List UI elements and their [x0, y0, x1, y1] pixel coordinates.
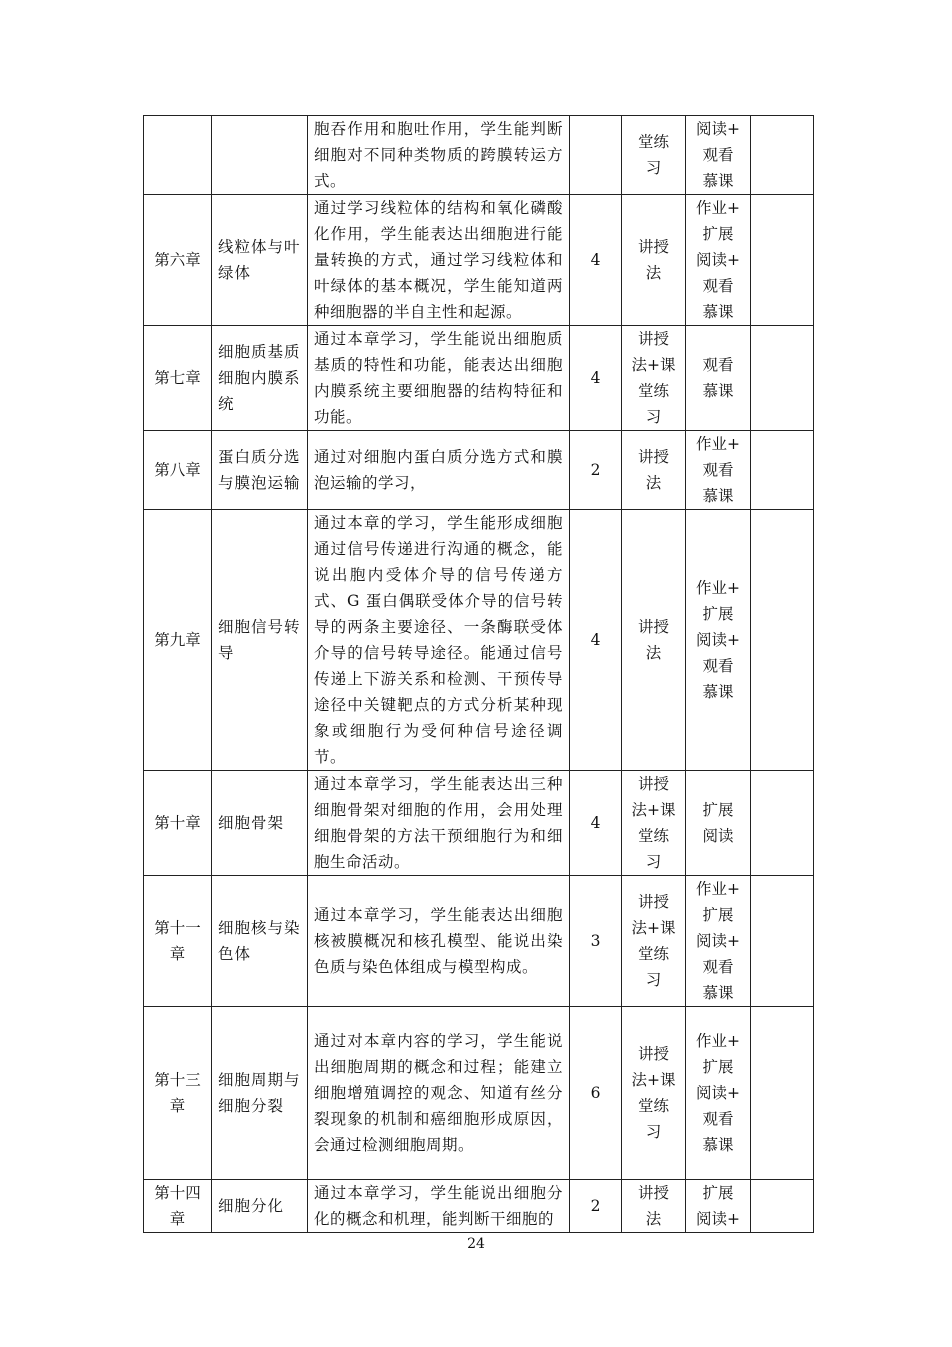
- objective-cell: 通过对本章内容的学习，学生能说出细胞周期的概念和过程；能建立细胞增殖调控的观念、知道有丝分裂现象的机制和癌细胞形成原因，会通过检测细胞周期。: [308, 1007, 570, 1180]
- chapter-cell: 第六章: [144, 195, 212, 326]
- chapter-cell: 第七章: [144, 326, 212, 431]
- assignment-cell: 扩展 阅读+: [686, 1180, 751, 1233]
- chapter-cell: 第八章: [144, 431, 212, 510]
- page-number: 24: [467, 1236, 485, 1252]
- objective-cell: 通过本章的学习，学生能形成细胞通过信号传递进行沟通的概念，能说出胞内受体介导的信号传递方式、G 蛋白偶联受体介导的信号转导的两条主要途径、一条酶联受体介导的信号转导途径。能通过信号传递上下游关系和检测、干预传导途径中关键靶点的方式分析某种现象或细胞行为受何种信号途径调节。: [308, 510, 570, 771]
- method-cell: 讲授 法+课 堂练 习: [622, 771, 686, 876]
- curriculum-table: [143, 115, 814, 1233]
- objective-cell: 通过本章学习，学生能说出细胞分化的概念和机理，能判断干细胞的: [308, 1180, 570, 1233]
- assignment-cell: 作业+ 扩展 阅读+ 观看 慕课: [686, 1007, 751, 1180]
- objective-cell: 通过本章学习，学生能表达出细胞核被膜概况和核孔模型、能说出染色质与染色体组成与模型构成。: [308, 876, 570, 1007]
- method-cell: 讲授 法+课 堂练 习: [622, 326, 686, 431]
- chapter-cell: 第十一章: [144, 876, 212, 1007]
- table-row: [144, 431, 814, 510]
- table-row: [144, 1180, 814, 1233]
- hours-cell: 6: [570, 1007, 622, 1180]
- method-cell: 讲授 法: [622, 431, 686, 510]
- objective-cell: 通过本章学习，学生能表达出三种细胞骨架对细胞的作用，会用处理细胞骨架的方法干预细胞行为和细胞生命活动。: [308, 771, 570, 876]
- hours-cell: 4: [570, 771, 622, 876]
- table-row: [144, 116, 814, 195]
- chapter-cell: 第九章: [144, 510, 212, 771]
- method-cell: 讲授 法: [622, 195, 686, 326]
- assignment-cell: 扩展 阅读: [686, 771, 751, 876]
- remarks-cell: [751, 876, 814, 1007]
- title-cell: 细胞骨架: [212, 771, 308, 876]
- title-cell: 细胞核与染色体: [212, 876, 308, 1007]
- hours-cell: 2: [570, 1180, 622, 1233]
- hours-cell: [570, 116, 622, 195]
- chapter-cell: [144, 116, 212, 195]
- table-row: [144, 326, 814, 431]
- hours-cell: 2: [570, 431, 622, 510]
- remarks-cell: [751, 195, 814, 326]
- method-cell: 堂练 习: [622, 116, 686, 195]
- title-cell: 线粒体与叶绿体: [212, 195, 308, 326]
- remarks-cell: [751, 1007, 814, 1180]
- hours-cell: 4: [570, 195, 622, 326]
- assignment-cell: 作业+ 扩展 阅读+ 观看 慕课: [686, 876, 751, 1007]
- remarks-cell: [751, 116, 814, 195]
- hours-cell: 4: [570, 510, 622, 771]
- title-cell: [212, 116, 308, 195]
- table-row: [144, 510, 814, 771]
- assignment-cell: 观看 慕课: [686, 326, 751, 431]
- assignment-cell: 阅读+ 观看 慕课: [686, 116, 751, 195]
- objective-cell: 胞吞作用和胞吐作用，学生能判断细胞对不同种类物质的跨膜转运方式。: [308, 116, 570, 195]
- chapter-cell: 第十四章: [144, 1180, 212, 1233]
- assignment-cell: 作业+ 扩展 阅读+ 观看 慕课: [686, 510, 751, 771]
- remarks-cell: [751, 431, 814, 510]
- title-cell: 细胞信号转导: [212, 510, 308, 771]
- remarks-cell: [751, 1180, 814, 1233]
- method-cell: 讲授 法+课 堂练 习: [622, 1007, 686, 1180]
- table-row: [144, 195, 814, 326]
- remarks-cell: [751, 771, 814, 876]
- objective-cell: 通过本章学习，学生能说出细胞质基质的特性和功能，能表达出细胞内膜系统主要细胞器的结构特征和功能。: [308, 326, 570, 431]
- assignment-cell: 作业+ 观看 慕课: [686, 431, 751, 510]
- table-row: [144, 876, 814, 1007]
- remarks-cell: [751, 510, 814, 771]
- title-cell: 细胞周期与细胞分裂: [212, 1007, 308, 1180]
- objective-cell: 通过对细胞内蛋白质分选方式和膜泡运输的学习，: [308, 431, 570, 510]
- assignment-cell: 作业+ 扩展 阅读+ 观看 慕课: [686, 195, 751, 326]
- title-cell: 细胞分化: [212, 1180, 308, 1233]
- objective-cell: 通过学习线粒体的结构和氧化磷酸化作用，学生能表达出细胞进行能量转换的方式，通过学习线粒体和叶绿体的基本概况，学生能知道两种细胞器的半自主性和起源。: [308, 195, 570, 326]
- table-row: [144, 771, 814, 876]
- method-cell: 讲授 法: [622, 510, 686, 771]
- table-row: [144, 1007, 814, 1180]
- title-cell: 细胞质基质细胞内膜系统: [212, 326, 308, 431]
- method-cell: 讲授 法+课 堂练 习: [622, 876, 686, 1007]
- hours-cell: 3: [570, 876, 622, 1007]
- remarks-cell: [751, 326, 814, 431]
- hours-cell: 4: [570, 326, 622, 431]
- chapter-cell: 第十三章: [144, 1007, 212, 1180]
- chapter-cell: 第十章: [144, 771, 212, 876]
- method-cell: 讲授 法: [622, 1180, 686, 1233]
- title-cell: 蛋白质分选与膜泡运输: [212, 431, 308, 510]
